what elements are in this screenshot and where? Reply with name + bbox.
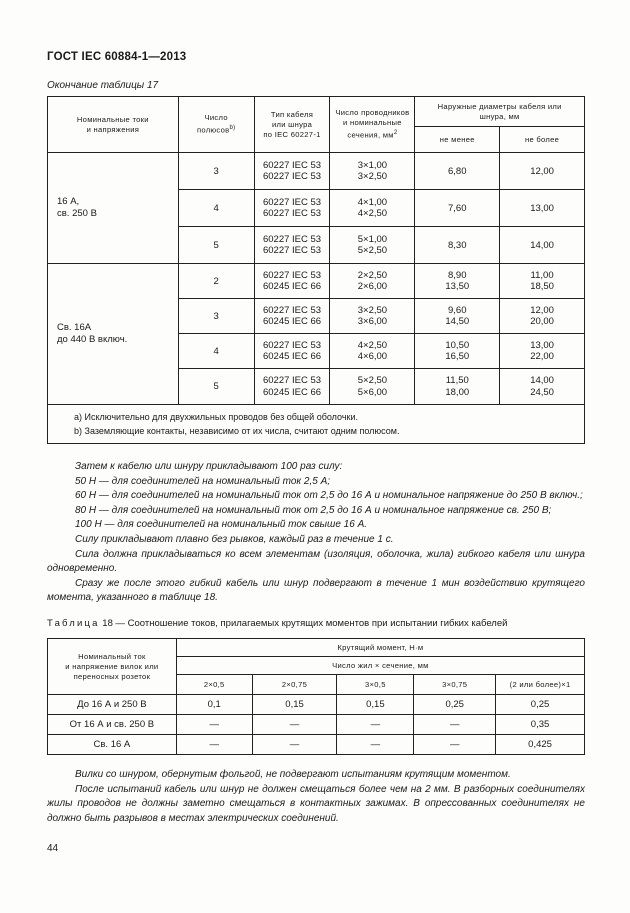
th18-current: Номинальный ток и напряжение вилок или переносных розеток — [48, 639, 177, 695]
table-18: Номинальный ток и напряжение вилок или переносных розеток Крутящий момент, Н·м Число жил × сечение, мм 2×0,5 2×0,75 3×0,5 3×0,75 (2 или более)×1 До 16 А и 250 В 0,1 0,15 0,15 0,25 0,25 От 16 А и св. 250 В — — — — 0,35 Св. 16 А — — — — 0,425 — [47, 638, 585, 755]
th18-cores: Число жил × сечение, мм — [176, 657, 584, 675]
table-row: 4 60227 IEC 53 60227 IEC 53 4×1,00 4×2,50 7,60 13,00 — [48, 190, 585, 227]
table-17 — [47, 96, 585, 444]
table-row: Св. 16 А — — — — 0,425 — [48, 735, 585, 755]
table17-caption: Окончание таблицы 17 — [47, 80, 159, 91]
table18-caption: Таблица 18 — Соотношение токов, прилагаемых крутящих моментов при испытании гибких кабелей — [47, 618, 508, 629]
page-number: 44 — [47, 843, 59, 854]
table-row: 16 А, св. 250 В 3 60227 IEC 53 60227 IEC 53 3×1,00 3×2,50 6,80 12,00 — [48, 153, 585, 190]
footnote-b: b) Заземляющие контакты, независимо от их числа, считают одним полюсом. — [74, 426, 400, 436]
group1-label: 16 А, св. 250 В — [48, 153, 179, 264]
th-cable-type: Тип кабеля или шнура по IEC 60227-1 — [254, 97, 330, 153]
th18-torque: Крутящий момент, Н·м — [176, 639, 584, 657]
footnote-a: а) Исключительно для двухжильных проводов без общей оболочки. — [74, 412, 358, 422]
table-footnotes — [48, 405, 585, 444]
th-max: не более — [500, 127, 585, 153]
table-row: 5 60227 IEC 53 60245 IEC 66 5×2,50 5×6,00 11,50 18,00 14,00 24,50 — [48, 369, 585, 405]
table-row: 4 60227 IEC 53 60245 IEC 66 4×2,50 4×6,00 10,50 16,50 13,00 22,00 — [48, 334, 585, 369]
table-row: От 16 А и св. 250 В — — — — 0,35 — [48, 715, 585, 735]
th-min: не менее — [415, 127, 500, 153]
table-row: Св. 16А до 440 В включ. 2 60227 IEC 53 60245 IEC 66 2×2,50 2×6,00 8,90 13,50 11,00 18,50 — [48, 264, 585, 299]
th-diameters: Наружные диаметры кабеля или шнура, мм — [415, 97, 585, 127]
body-text: Затем к кабелю или шнуру прикладывают 100 раз силу: 50 Н — для соединителей на номинальный ток 2,5 А; 60 Н — для соединителей на номинальный ток от 2,5 до 16 А и номинальное напряжение до 250 В включ.; 80 Н — для соединителей на номинальный ток от 2,5 до 16 А и номинальное напряжение св. 250 В; 100 Н — для соединителей на номинальный ток свыше 16 А. Силу прикладывают плавно без рывков, каждый раз в течение 1 с. Сила должна прикладываться ко всем элементам (изоляция, оболочка, жила) гибкого кабеля или шнура одновременно. Сразу же после этого гибкий кабель или шнур подвергают в течение 1 мин воздействию крутящего момента, указанного в таблице 18. — [47, 461, 585, 604]
group2-label: Св. 16А до 440 В включ. — [48, 264, 179, 405]
table-row: До 16 А и 250 В 0,1 0,15 0,15 0,25 0,25 — [48, 695, 585, 715]
th-poles: Число полюсов$^{b)}$ — [178, 97, 254, 153]
document-header: ГОСТ IEC 60884-1—2013 — [47, 51, 187, 63]
table-row: 3 60227 IEC 53 60245 IEC 66 3×2,50 3×6,00 9,60 14,50 12,00 20,00 — [48, 299, 585, 334]
body-text-2: Вилки со шнуром, обернутым фольгой, не подвергают испытаниям крутящим моментом. После испытаний кабель или шнур не должен смещаться более чем на 2 мм. В разборных соединителях жилы проводов не должны заметно смещаться в контактных зажимах. В опрессованных соединителях не должно быть разрывов в местах электрических соединений. — [47, 769, 585, 824]
table-row: 5 60227 IEC 53 60227 IEC 53 5×1,00 5×2,50 8,30 14,00 — [48, 227, 585, 264]
th-conductors: Число проводников и номинальные сечения, $мм^2$ — [330, 97, 415, 153]
th-current: Номинальные токи и напряжения — [48, 97, 179, 153]
